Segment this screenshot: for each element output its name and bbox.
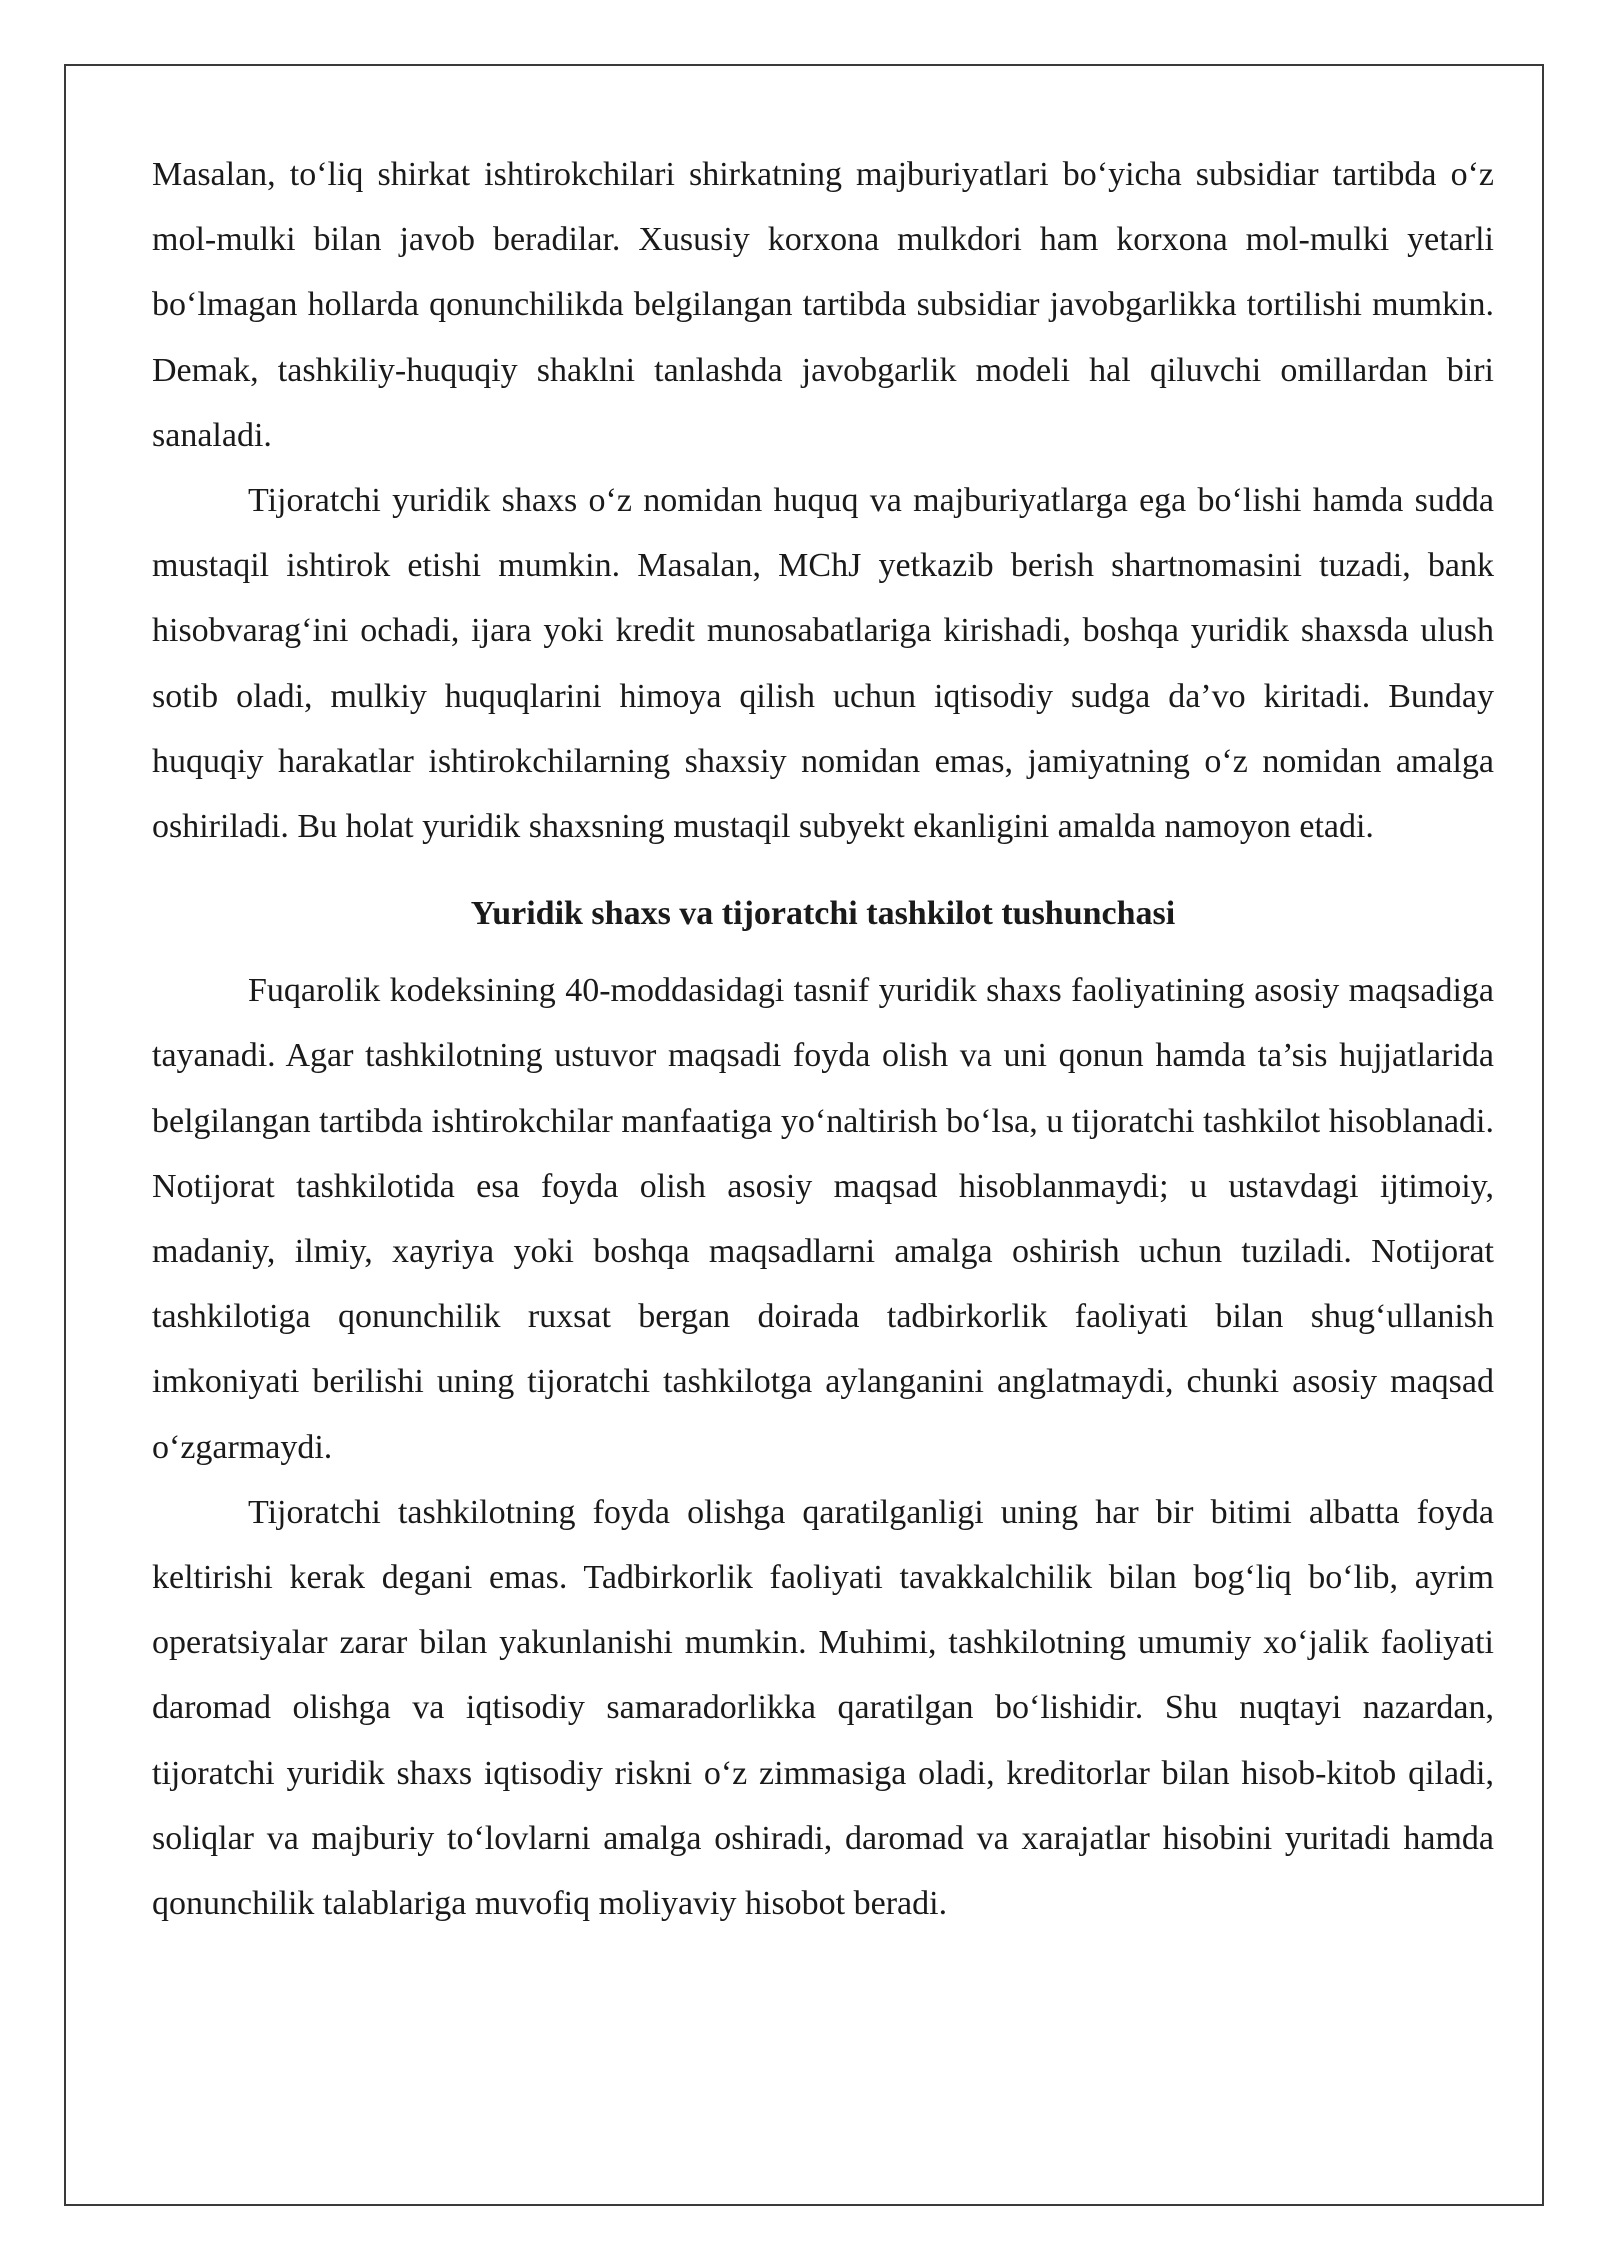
paragraph-2: Tijoratchi yuridik shaxs o‘z nomidan huquq va majburiyatlarga ega bo‘lishi hamda sudda mustaqil ishtirok etishi mumkin. Masalan, MChJ yetkazib berish shartnomasini tuzadi, bank hisobvarag‘ini ochadi, ijara yoki kredit munosabatlariga kirishadi, boshqa yuridik shaxsda ulush sotib oladi, mulkiy huquqlarini himoya qilish uchun iqtisodiy sudga da’vo kiritadi. Bunday huquqiy harakatlar ishtirokchilarning shaxsiy nomidan emas, jamiyatning o‘z nomidan amalga oshiriladi. Bu holat yuridik shaxsning mustaqil subyekt ekanligini amalda namoyon etadi. <box>152 482 1494 846</box>
paragraph-4: Tijoratchi tashkilotning foyda olishga qaratilganligi uning har bir bitimi albatta foyda keltirishi kerak degani emas. Tadbirkorlik faoliyati tavakkalchilik bilan bog‘liq bo‘lib, ayrim operatsiyalar zarar bilan yakunlanishi mumkin. Muhimi, tashkilotning umumiy xo‘jalik faoliyati daromad olishga va iqtisodiy samaradorlikka qaratilgan bo‘lishidir. Shu nuqtayi nazardan, tijoratchi yuridik shaxs iqtisodiy riskni o‘z zimmasiga oladi, kreditorlar bilan hisob-kitob qiladi, soliqlar va majburiy to‘lovlarni amalga oshiradi, daromad va xarajatlar hisobini yuritadi hamda qonunchilik talablariga muvofiq moliyaviy hisobot beradi. <box>152 1493 1494 1923</box>
paragraph-1: Masalan, to‘liq shirkat ishtirokchilari shirkatning majburiyatlari bo‘yicha subsidiar tartibda o‘z mol-mulki bilan javob beradilar. Xususiy korxona mulkdori ham korxona mol-mulki yetarli bo‘lmagan hollarda qonunchilikda belgilangan tartibda subsidiar javobgarlikka tortilishi mumkin. Demak, tashkiliy-huquqiy shaklni tanlashda javobgarlik modeli hal qiluvchi omillardan biri sanaladi. <box>152 156 1494 454</box>
document-body <box>152 142 1494 1936</box>
section-heading: Yuridik shaxs va tijoratchi tashkilot tushunchasi <box>470 895 1176 933</box>
paragraph-3: Fuqarolik kodeksining 40-moddasidagi tasnif yuridik shaxs faoliyatining asosiy maqsadiga tayanadi. Agar tashkilotning ustuvor maqsadi foyda olish va uni qonun hamda ta’sis hujjatlarida belgilangan tartibda ishtirokchilar manfaatiga yo‘naltirish bo‘lsa, u tijoratchi tashkilot hisoblanadi. Notijorat tashkilotida esa foyda olish asosiy maqsad hisoblanmaydi; u ustavdagi ijtimoiy, madaniy, ilmiy, xayriya yoki boshqa maqsadlarni amalga oshirish uchun tuziladi. Notijorat tashkilotiga qonunchilik ruxsat bergan doirada tadbirkorlik faoliyati bilan shug‘ullanish imkoniyati berilishi uning tijoratchi tashkilotga aylanganini anglatmaydi, chunki asosiy maqsad o‘zgarmaydi. <box>152 972 1494 1466</box>
